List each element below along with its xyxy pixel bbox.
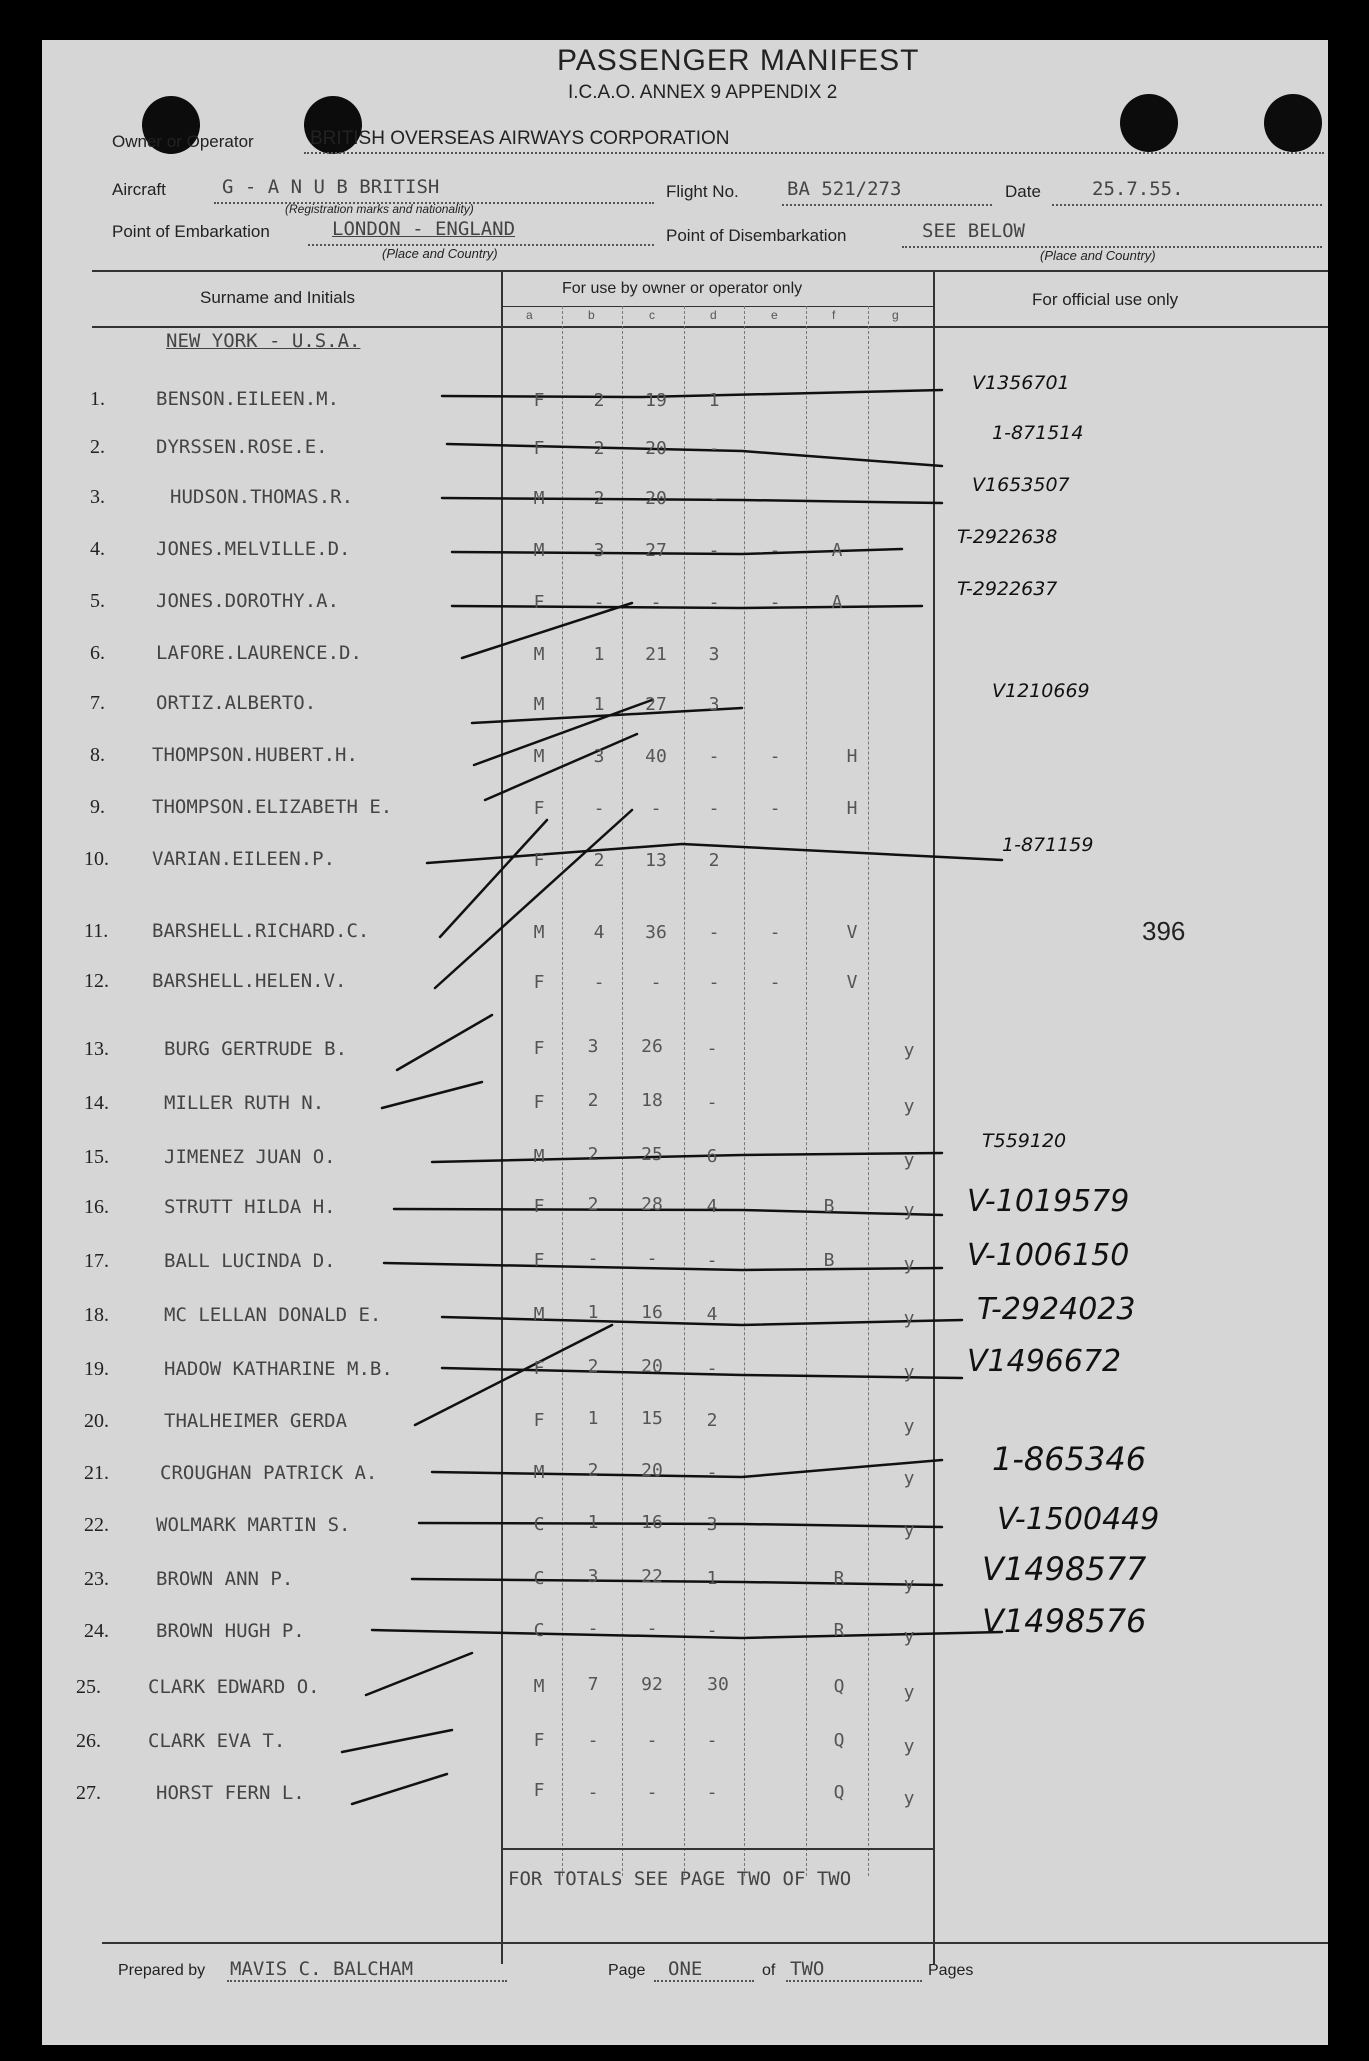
col-f-cell: A <box>831 592 843 613</box>
row-number: 20. <box>84 1410 109 1432</box>
col-f-cell: B <box>823 1196 835 1217</box>
flight-value: BA 521/273 <box>787 178 902 200</box>
col-d-cell: - <box>708 592 720 613</box>
col-b-cell: 2 <box>593 488 605 509</box>
col-g-cell: y <box>903 1682 915 1703</box>
sex-cell: F <box>533 798 545 819</box>
passenger-name: BURG GERTRUDE B. <box>164 1038 348 1060</box>
prepared-by-value: MAVIS C. BALCHAM <box>230 1958 414 1980</box>
passenger-name: HUDSON.THOMAS.R. <box>170 486 354 508</box>
owner-label: Owner or Operator <box>112 132 254 151</box>
subcol-g: g <box>892 308 899 322</box>
row-number: 21. <box>84 1462 109 1484</box>
col-c-cell: 20 <box>641 1460 663 1481</box>
totals-note: FOR TOTALS SEE PAGE TWO OF TWO <box>508 1868 852 1890</box>
col-f-cell: H <box>846 746 858 767</box>
col-b-cell: 2 <box>587 1090 599 1111</box>
row-number: 23. <box>84 1568 109 1590</box>
col-f-cell: Q <box>833 1730 845 1751</box>
prepared-by-label: Prepared by <box>118 1962 206 1979</box>
surname-column-header: Surname and Initials <box>200 288 355 307</box>
row-number: 4. <box>90 538 105 560</box>
sex-cell: M <box>533 922 545 943</box>
row-number: 12. <box>84 970 109 992</box>
col-g-cell: y <box>903 1788 915 1809</box>
registration-caption: (Registration marks and nationality) <box>285 202 474 216</box>
col-f-cell: R <box>833 1620 845 1641</box>
official-entry: V-1019579 <box>967 1184 1130 1219</box>
footer-rule <box>102 1942 1328 1944</box>
flight-label: Flight No. <box>666 182 739 201</box>
col-c-cell: - <box>646 1782 658 1803</box>
col-e-cell: - <box>769 746 781 767</box>
sex-cell: F <box>533 1196 545 1217</box>
row-number: 25. <box>76 1676 101 1698</box>
passenger-name: BARSHELL.HELEN.V. <box>152 970 347 992</box>
col-f-cell: Q <box>833 1782 845 1803</box>
col-c-cell: - <box>650 592 662 613</box>
col-c-cell: 20 <box>645 488 667 509</box>
col-b-cell: 7 <box>587 1674 599 1695</box>
sex-cell: F <box>533 390 545 411</box>
row-number: 10. <box>84 848 109 870</box>
col-e-cell: - <box>769 540 781 561</box>
sex-cell: M <box>533 644 545 665</box>
col-c-cell: 28 <box>641 1194 663 1215</box>
official-entry: T-2924023 <box>977 1292 1136 1327</box>
subcol-d: d <box>710 308 717 322</box>
subcol-e: e <box>771 308 778 322</box>
col-b-cell: 2 <box>587 1356 599 1377</box>
col-b-cell: 2 <box>593 438 605 459</box>
col-b-cell: 2 <box>587 1194 599 1215</box>
sex-cell: F <box>533 972 545 993</box>
of-rule <box>786 1980 922 1982</box>
col-g-cell: y <box>903 1308 915 1329</box>
sex-cell: M <box>533 488 545 509</box>
passenger-name: BARSHELL.RICHARD.C. <box>152 920 370 942</box>
passenger-name: WOLMARK MARTIN S. <box>156 1514 351 1536</box>
totals-rule <box>502 1848 934 1850</box>
page-value: ONE <box>668 1958 703 1980</box>
col-d-cell: - <box>706 1250 718 1271</box>
col-c-cell: 21 <box>645 644 667 665</box>
col-b-cell: 1 <box>593 694 605 715</box>
passenger-name: HORST FERN L. <box>156 1782 305 1804</box>
passenger-name: THOMPSON.ELIZABETH E. <box>152 796 393 818</box>
sex-cell: F <box>533 1038 545 1059</box>
official-entry: V-1006150 <box>967 1238 1130 1273</box>
row-number: 5. <box>90 590 105 612</box>
col-b-cell: 3 <box>587 1036 599 1057</box>
sex-cell: F <box>533 1250 545 1271</box>
date-label: Date <box>1005 182 1041 201</box>
col-c-cell: - <box>646 1618 658 1639</box>
col-c-cell: 22 <box>641 1566 663 1587</box>
col-g-cell: y <box>903 1736 915 1757</box>
col-f-cell: V <box>846 972 858 993</box>
col-d-cell: 3 <box>708 644 720 665</box>
col-c-cell: 20 <box>641 1356 663 1377</box>
row-number: 13. <box>84 1038 109 1060</box>
disembarkation-value: SEE BELOW <box>922 220 1025 242</box>
subcol-c: c <box>649 308 655 322</box>
passenger-name: CLARK EVA T. <box>148 1730 286 1752</box>
row-number: 1. <box>90 388 105 410</box>
sex-cell: M <box>533 1146 545 1167</box>
col-g-cell: y <box>903 1520 915 1541</box>
col-d-cell: 6 <box>706 1146 718 1167</box>
col-c-cell: 36 <box>645 922 667 943</box>
sex-cell: M <box>533 1462 545 1483</box>
col-b-cell: 2 <box>587 1144 599 1165</box>
col-c-cell: 19 <box>645 390 667 411</box>
col-f-cell: V <box>846 922 858 943</box>
sex-cell: F <box>533 1358 545 1379</box>
col-d-cell: - <box>708 798 720 819</box>
col-d-cell: - <box>706 1730 718 1751</box>
col-g-cell: y <box>903 1150 915 1171</box>
col-b-cell: 3 <box>587 1566 599 1587</box>
col-d-cell: - <box>706 1620 718 1641</box>
passenger-name: CROUGHAN PATRICK A. <box>160 1462 378 1484</box>
passenger-name: JIMENEZ JUAN O. <box>164 1146 336 1168</box>
col-d-cell: 2 <box>706 1410 718 1431</box>
col-f-cell: R <box>833 1568 845 1589</box>
col-d-cell: - <box>708 540 720 561</box>
embarkation-label: Point of Embarkation <box>112 222 270 241</box>
col-b-cell: - <box>587 1782 599 1803</box>
form-title: PASSENGER MANIFEST <box>557 44 920 77</box>
official-entry: T-2922637 <box>957 578 1058 600</box>
col-d-cell: - <box>706 1092 718 1113</box>
passenger-name: JONES.DOROTHY.A. <box>156 590 340 612</box>
manifest-page <box>42 40 1328 2045</box>
col-c-cell: 18 <box>641 1090 663 1111</box>
sex-cell: M <box>533 1676 545 1697</box>
col-b-cell: 1 <box>593 644 605 665</box>
official-entry: V1498576 <box>982 1602 1147 1640</box>
row-number: 22. <box>84 1514 109 1536</box>
official-entry: V-1500449 <box>997 1502 1160 1537</box>
col-b-cell: - <box>587 1618 599 1639</box>
row-number: 15. <box>84 1146 109 1168</box>
passenger-name: LAFORE.LAURENCE.D. <box>156 642 362 664</box>
sex-cell: M <box>533 540 545 561</box>
col-g-cell: y <box>903 1468 915 1489</box>
aircraft-label: Aircraft <box>112 180 166 199</box>
row-number: 16. <box>84 1196 109 1218</box>
form-subtitle: I.C.A.O. ANNEX 9 APPENDIX 2 <box>568 82 838 103</box>
sex-cell: M <box>533 694 545 715</box>
date-value: 25.7.55. <box>1092 178 1184 200</box>
passenger-name: ORTIZ.ALBERTO. <box>156 692 317 714</box>
prepared-rule <box>227 1980 507 1982</box>
passenger-name: BROWN HUGH P. <box>156 1620 305 1642</box>
official-entry: 1-871159 <box>1002 834 1094 856</box>
row-number: 2. <box>90 436 105 458</box>
col-d-cell: - <box>708 488 720 509</box>
row-number: 6. <box>90 642 105 664</box>
owner-value: BRITISH OVERSEAS AIRWAYS CORPORATION <box>310 128 730 149</box>
col-b-cell: 4 <box>593 922 605 943</box>
col-g-cell: y <box>903 1040 915 1061</box>
col-d-cell: - <box>706 1038 718 1059</box>
col-g-cell: y <box>903 1200 915 1221</box>
col-d-cell: 30 <box>707 1674 729 1695</box>
col-c-cell: 40 <box>645 746 667 767</box>
col-f-cell: B <box>823 1250 835 1271</box>
passenger-name: BALL LUCINDA D. <box>164 1250 336 1272</box>
col-d-cell: - <box>708 972 720 993</box>
col-b-cell: 2 <box>587 1460 599 1481</box>
col-b-cell: - <box>587 1730 599 1751</box>
col-d-cell: - <box>708 438 720 459</box>
col-d-cell: 4 <box>706 1196 718 1217</box>
official-entry: T-2922638 <box>957 526 1058 548</box>
col-f-cell: H <box>846 798 858 819</box>
col-b-cell: 1 <box>587 1302 599 1323</box>
passenger-name: JONES.MELVILLE.D. <box>156 538 351 560</box>
col-g-cell: y <box>903 1362 915 1383</box>
row-number: 19. <box>84 1358 109 1380</box>
official-entry: V1356701 <box>972 372 1070 394</box>
col-c-cell: 27 <box>645 694 667 715</box>
col-e-cell: - <box>769 798 781 819</box>
col-b-cell: 1 <box>587 1512 599 1533</box>
col-c-cell: 15 <box>641 1408 663 1429</box>
col-b-cell: 3 <box>593 746 605 767</box>
sex-cell: C <box>533 1620 545 1641</box>
passenger-name: STRUTT HILDA H. <box>164 1196 336 1218</box>
col-d-cell: 1 <box>706 1568 718 1589</box>
col-c-cell: - <box>650 972 662 993</box>
of-value: TWO <box>790 1958 825 1980</box>
passenger-name: THALHEIMER GERDA <box>164 1410 348 1432</box>
row-number: 11. <box>84 920 109 942</box>
col-c-cell: 20 <box>645 438 667 459</box>
col-d-cell: - <box>706 1782 718 1803</box>
col-d-cell: - <box>706 1358 718 1379</box>
col-c-cell: - <box>646 1730 658 1751</box>
operator-column-header: For use by owner or operator only <box>562 280 803 297</box>
col-b-cell: - <box>593 798 605 819</box>
official-entry: V1210669 <box>992 680 1090 702</box>
col-b-cell: 1 <box>587 1408 599 1429</box>
official-entry: V1496672 <box>967 1344 1122 1379</box>
sex-cell: C <box>533 1514 545 1535</box>
col-c-cell: 26 <box>641 1036 663 1057</box>
col-c-cell: 16 <box>641 1302 663 1323</box>
col-d-cell: - <box>708 746 720 767</box>
pages-label: Pages <box>928 1962 974 1979</box>
official-entry: T559120 <box>982 1130 1067 1152</box>
aircraft-value: G - A N U B BRITISH <box>222 176 440 198</box>
row-number: 8. <box>90 744 105 766</box>
col-e-cell: - <box>769 922 781 943</box>
col-g-cell: y <box>903 1416 915 1437</box>
col-b-cell: - <box>593 972 605 993</box>
passenger-name: THOMPSON.HUBERT.H. <box>152 744 358 766</box>
col-c-cell: 27 <box>645 540 667 561</box>
col-g-cell: y <box>903 1254 915 1275</box>
subcol-f: f <box>832 308 836 322</box>
col-f-cell: Q <box>833 1676 845 1697</box>
col-g-cell: y <box>903 1626 915 1647</box>
row-number: 14. <box>84 1092 109 1114</box>
col-c-cell: - <box>650 798 662 819</box>
official-entry: V1498577 <box>982 1550 1147 1588</box>
disembarkation-label: Point of Disembarkation <box>666 226 847 245</box>
row-number: 27. <box>76 1782 101 1804</box>
row-number: 7. <box>90 692 105 714</box>
passenger-name: MILLER RUTH N. <box>164 1092 325 1114</box>
col-d-cell: 2 <box>708 850 720 871</box>
sex-cell: F <box>533 1092 545 1113</box>
col-c-cell: - <box>646 1248 658 1269</box>
sex-cell: F <box>533 1730 545 1751</box>
official-column-header: For official use only <box>1032 290 1179 309</box>
page-stamp-number: 396 <box>1142 916 1186 946</box>
row-number: 3. <box>90 486 105 508</box>
passenger-name: MC LELLAN DONALD E. <box>164 1304 382 1326</box>
official-entry: 1-871514 <box>992 422 1084 444</box>
disembarkation-caption: (Place and Country) <box>1040 248 1156 263</box>
col-b-cell: 2 <box>593 390 605 411</box>
page-label: Page <box>608 1962 646 1979</box>
official-entry: 1-865346 <box>992 1440 1147 1478</box>
sex-cell: M <box>533 746 545 767</box>
row-number: 26. <box>76 1730 101 1752</box>
col-d-cell: - <box>706 1462 718 1483</box>
col-d-cell: 3 <box>708 694 720 715</box>
sex-cell: F <box>533 438 545 459</box>
subcol-a: a <box>526 308 533 322</box>
official-entry: V1653507 <box>972 474 1070 496</box>
sex-cell: M <box>533 1304 545 1325</box>
sex-cell: C <box>533 1568 545 1589</box>
embarkation-caption: (Place and Country) <box>382 246 498 261</box>
col-c-cell: 16 <box>641 1512 663 1533</box>
subcol-b: b <box>588 308 595 322</box>
col-c-cell: 92 <box>641 1674 663 1695</box>
col-d-cell: 4 <box>706 1304 718 1325</box>
page-rule <box>654 1980 754 1982</box>
passenger-name: BENSON.EILEEN.M. <box>156 388 340 410</box>
col-d-cell: - <box>708 922 720 943</box>
passenger-name: DYRSSEN.ROSE.E. <box>156 436 328 458</box>
row-number: 9. <box>90 796 105 818</box>
col-d-cell: 1 <box>708 390 720 411</box>
passenger-name: VARIAN.EILEEN.P. <box>152 848 336 870</box>
col-b-cell: 2 <box>593 850 605 871</box>
col-f-cell: A <box>831 540 843 561</box>
col-e-cell: - <box>769 972 781 993</box>
row-number: 17. <box>84 1250 109 1272</box>
passenger-name: HADOW KATHARINE M.B. <box>164 1358 393 1380</box>
col-b-cell: 3 <box>593 540 605 561</box>
sex-cell: F <box>533 850 545 871</box>
col-d-cell: 3 <box>706 1514 718 1535</box>
sex-cell: F <box>533 1780 545 1801</box>
col-e-cell: - <box>769 592 781 613</box>
col-g-cell: y <box>903 1574 915 1595</box>
row-number: 24. <box>84 1620 109 1642</box>
row-number: 18. <box>84 1304 109 1326</box>
sex-cell: F <box>533 1410 545 1431</box>
col-g-cell: y <box>903 1096 915 1117</box>
destination-heading: NEW YORK - U.S.A. <box>166 330 361 352</box>
passenger-name: BROWN ANN P. <box>156 1568 294 1590</box>
passenger-name: CLARK EDWARD O. <box>148 1676 320 1698</box>
embarkation-value: LONDON - ENGLAND <box>332 218 516 240</box>
col-c-cell: 13 <box>645 850 667 871</box>
of-label: of <box>762 1962 776 1979</box>
col-b-cell: - <box>587 1248 599 1269</box>
col-c-cell: 25 <box>641 1144 663 1165</box>
col-b-cell: - <box>593 592 605 613</box>
sex-cell: F <box>533 592 545 613</box>
